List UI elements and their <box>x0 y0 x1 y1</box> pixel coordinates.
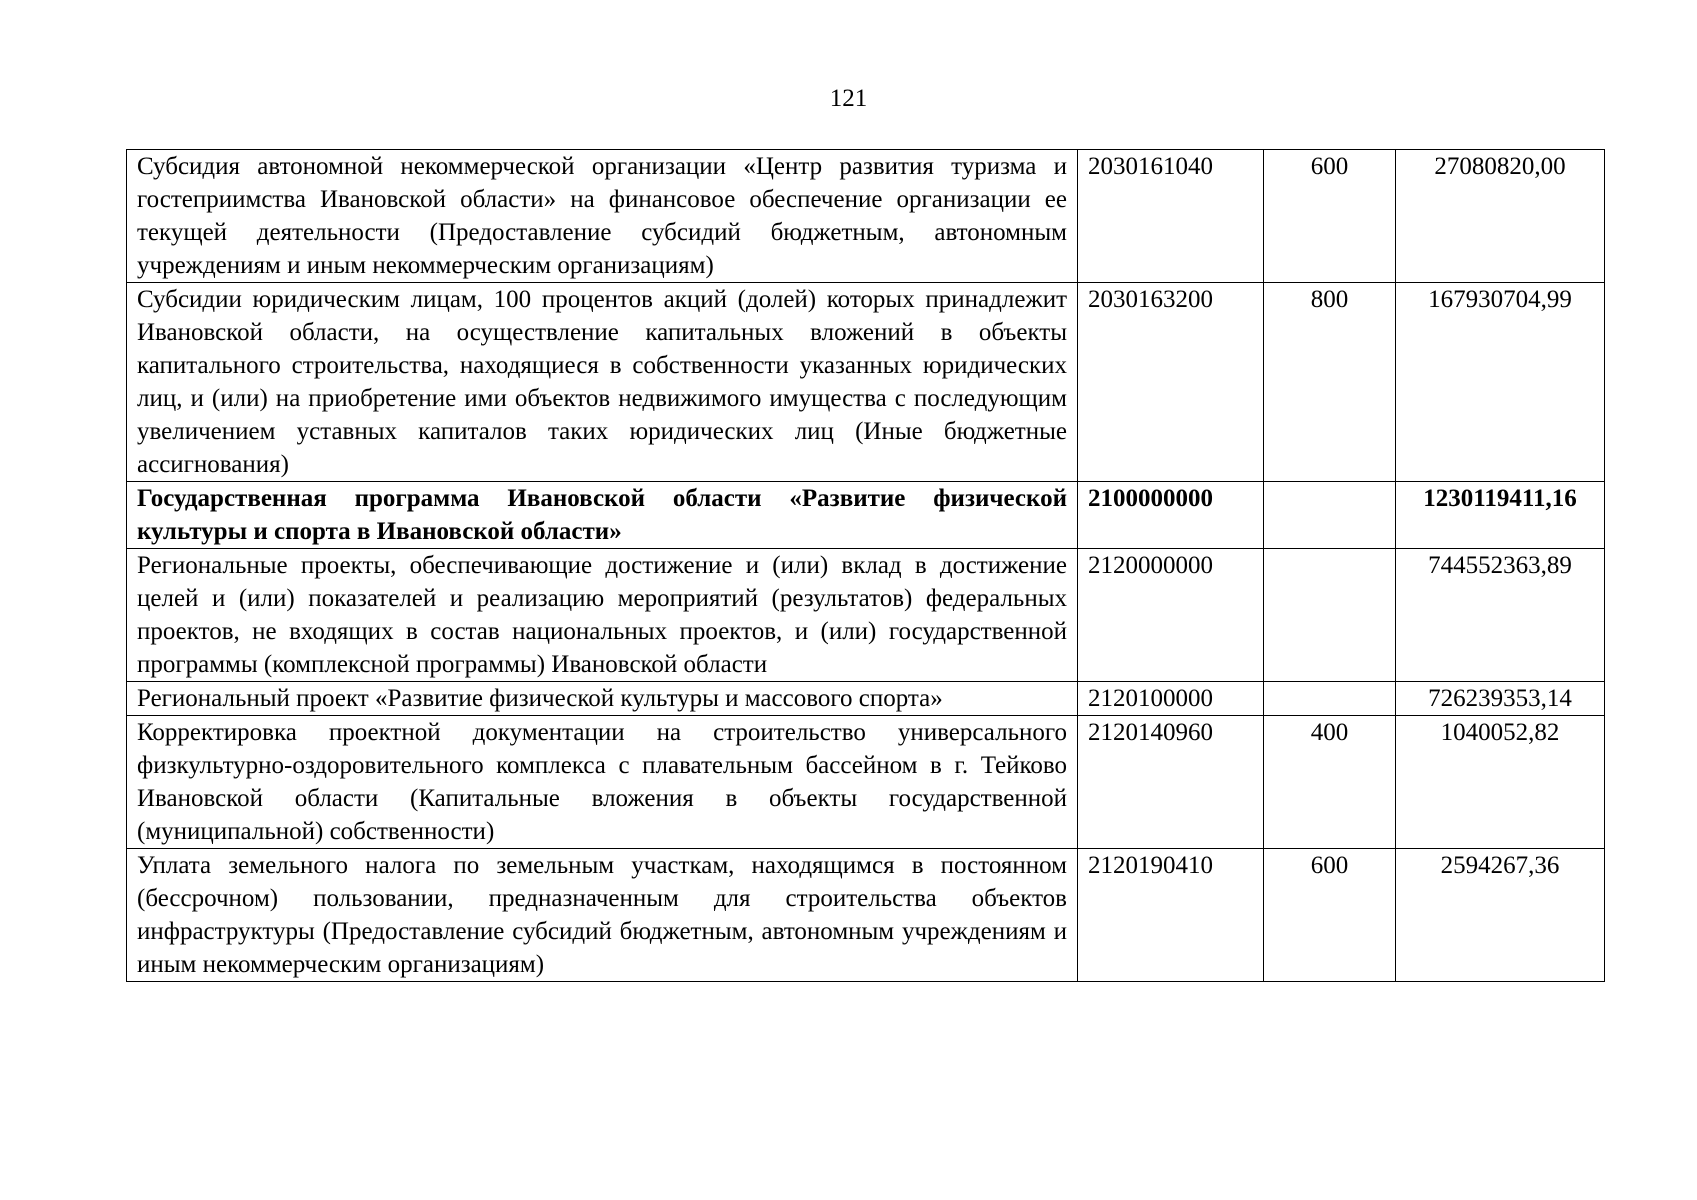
row-code: 2120000000 <box>1078 549 1264 682</box>
table-row <box>127 549 1605 682</box>
row-expense-type <box>1264 482 1396 549</box>
row-code: 2120100000 <box>1078 682 1264 716</box>
row-description: Региональные проекты, обеспечивающие достижение и (или) вклад в достижение целей и (или) показателей и реализацию мероприятий (результатов) федеральных проектов, не входящих в состав национальных проектов, и (или) государственной программы (комплексной программы) Ивановской области <box>127 549 1078 682</box>
row-code: 2120190410 <box>1078 849 1264 982</box>
row-code: 2120140960 <box>1078 716 1264 849</box>
row-description: Региональный проект «Развитие физической культуры и массового спорта» <box>127 682 1078 716</box>
page-number: 121 <box>829 85 868 112</box>
row-sum: 744552363,89 <box>1396 549 1605 682</box>
table-row <box>127 716 1605 849</box>
row-sum: 167930704,99 <box>1396 283 1605 482</box>
row-expense-type <box>1264 682 1396 716</box>
row-description: Корректировка проектной документации на строительство универсального физкультурно-оздоровительного комплекса с плавательным бассейном в г. Тейково Ивановской области (Капитальные вложения в объекты государственной (муниципальной) собственности) <box>127 716 1078 849</box>
row-expense-type: 800 <box>1264 283 1396 482</box>
row-expense-type <box>1264 549 1396 682</box>
row-code: 2100000000 <box>1078 482 1264 549</box>
table-row <box>127 283 1605 482</box>
table-row <box>127 150 1605 283</box>
row-sum: 1230119411,16 <box>1396 482 1605 549</box>
table-row <box>127 849 1605 982</box>
budget-table <box>126 149 1605 982</box>
table-row-program <box>127 482 1605 549</box>
row-description: Государственная программа Ивановской области «Развитие физической культуры и спорта в Ивановской области» <box>127 482 1078 549</box>
table-row <box>127 682 1605 716</box>
row-description: Субсидии юридическим лицам, 100 процентов акций (долей) которых принадлежит Ивановской области, на осуществление капитальных вложений в объекты капитального строительства, находящиеся в собственности указанных юридических лиц, и (или) на приобретение ими объектов недвижимого имущества с последующим увеличением уставных капиталов таких юридических лиц (Иные бюджетные ассигнования) <box>127 283 1078 482</box>
row-expense-type: 400 <box>1264 716 1396 849</box>
row-expense-type: 600 <box>1264 150 1396 283</box>
row-description: Уплата земельного налога по земельным участкам, находящимся в постоянном (бессрочном) пользовании, предназначенным для строительства объектов инфраструктуры (Предоставление субсидий бюджетным, автономным учреждениям и иным некоммерческим организациям) <box>127 849 1078 982</box>
row-code: 2030163200 <box>1078 283 1264 482</box>
row-sum: 1040052,82 <box>1396 716 1605 849</box>
row-sum: 726239353,14 <box>1396 682 1605 716</box>
row-expense-type: 600 <box>1264 849 1396 982</box>
row-sum: 2594267,36 <box>1396 849 1605 982</box>
row-sum: 27080820,00 <box>1396 150 1605 283</box>
row-description: Субсидия автономной некоммерческой организации «Центр развития туризма и гостеприимства Ивановской области» на финансовое обеспечение организации ее текущей деятельности (Предоставление субсидий бюджетным, автономным учреждениям и иным некоммерческим организациям) <box>127 150 1078 283</box>
row-code: 2030161040 <box>1078 150 1264 283</box>
